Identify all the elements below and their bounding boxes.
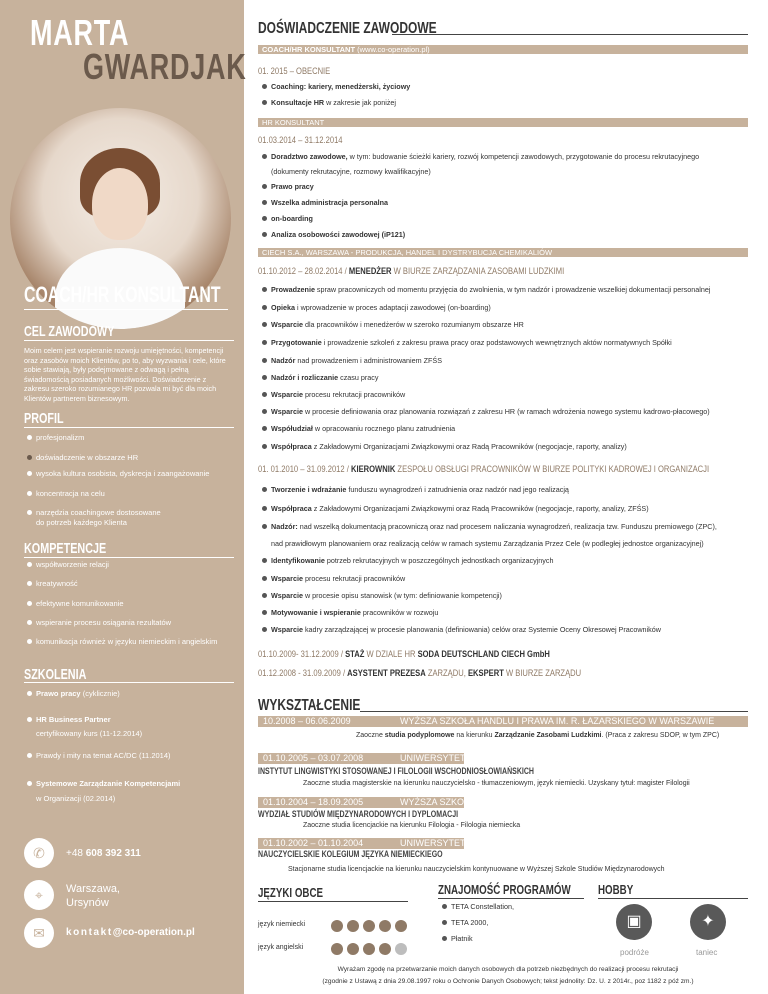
level-dot	[363, 920, 375, 932]
section-bar: HR KONSULTANT	[258, 118, 748, 127]
competence-item: komunikacja również w języku niemieckim i angielskim	[36, 637, 218, 646]
profile-item: wysoka kultura osobista, dyskrecja i zaangażowanie	[36, 469, 210, 478]
consent-clause: Wyrażam zgodę na przetwarzanie moich danych osobowych dla potrzeb niezbędnych do realizacji procesu rekrutacji	[337, 966, 679, 973]
education-desc: Stacjonarne studia licencjackie na kierunku nauczycielskim kontynuowane w Wyższej Szkole Studiów Międzynarodowych	[288, 866, 665, 873]
sidebar	[0, 0, 247, 994]
profile-item: narzędzia coachingowe dostosowane	[36, 508, 161, 517]
experience-item: Wsparcie w procesie definiowania oraz planowania rozwiązań z zakresu HR (w ramach wdrożenia nowego systemu kadrowo-płacowego)	[271, 407, 710, 416]
education-faculty: INSTYTUT LINGWISTYKI STOSOWANEJ I FILOLOGII WSCHODNIOSŁOWIAŃSKICH	[258, 766, 534, 776]
suitcase-icon: ▣	[616, 904, 652, 940]
hobby-label: podróże	[620, 948, 649, 957]
profile-item: do potrzeb każdego Klienta	[36, 518, 127, 527]
software-item: Płatnik	[451, 934, 473, 943]
training-item: Systemowe Zarządzanie Kompetencjami	[36, 779, 181, 788]
language-label: język niemiecki	[258, 921, 306, 928]
divider	[360, 711, 748, 712]
period-heading: 01.10.2009- 31.12.2009 / STAŻ W DZIALE HR SODA DEUTSCHLAND CIECH GmbH	[258, 649, 550, 660]
level-dot	[331, 920, 343, 932]
hobby-label: taniec	[696, 948, 718, 957]
experience-item: Coaching: kariery, menedżerski, życiowy	[271, 82, 411, 91]
software-item: TETA Constellation,	[451, 902, 514, 911]
training-item: Prawdy i mity na temat AC/DC (11.2014)	[36, 751, 171, 760]
experience-item: on-boarding	[271, 214, 313, 223]
experience-heading: DOŚWIADCZENIE ZAWODOWE	[258, 20, 437, 37]
level-dot	[331, 943, 343, 955]
experience-item: Nadzór i rozliczanie czasu pracy	[271, 373, 379, 382]
experience-item: Konsultacje HR w zakresie jak poniżej	[271, 98, 397, 107]
languages-heading: JĘZYKI OBCE	[258, 885, 324, 900]
experience-item: Nadzór nad prowadzeniem i administrowaniem ZFŚS	[271, 356, 442, 365]
consent-clause: (zgodnie z Ustawą z dnia 29.08.1997 roku o Ochronie Danych Osobowych; tekst jednolity: Dz. U. z 2014r., poz 1182 z póź zm.)	[322, 978, 694, 985]
divider	[598, 898, 748, 899]
goal-text: Moim celem jest wspieranie rozwoju umiejętności, kompetencji oraz zasobów moich Klientów, po to, aby wyzwania i cele, które sobie stawiają, były podejmowane z odwagą i pełną świadomością posiadanych możliwości. Doświadczenie z zakresu szeroko rozumianego HR pozwala mi być dla moich Klientów partnerem biznesowym.	[24, 346, 226, 403]
email-address[interactable]: kontakt@co-operation.pl	[66, 927, 195, 938]
experience-item: Tworzenie i wdrażanie funduszu wynagrodzeń i zatrudnienia oraz nadzór nad jego realizacją	[271, 485, 569, 494]
education-bar: 10.2008 – 06.06.2009 WYŻSZA SZKOŁA HANDLU I PRAWA IM. R. ŁAZARSKIEGO W WARSZAWIE	[258, 716, 748, 727]
address: Warszawa, Ursynów	[66, 883, 120, 909]
first-name: MARTA	[30, 12, 130, 53]
training-item: Prawo pracy (cyklicznie)	[36, 689, 120, 698]
period-date: 01.03.2014 – 31.12.2014	[258, 135, 343, 146]
experience-item: Opieka i wprowadzenie w proces adaptacji zawodowej (on-boarding)	[271, 303, 491, 312]
section-bar: COACH/HR KONSULTANT (www.co-operation.pl)	[258, 45, 748, 54]
trainings-heading: SZKOLENIA	[24, 666, 87, 683]
profile-item: koncentracja na celu	[36, 489, 105, 498]
competence-item: współtworzenie relacji	[36, 560, 109, 569]
experience-item: Prawo pracy	[271, 182, 314, 191]
divider	[392, 34, 748, 35]
experience-item: Identyfikowanie potrzeb rekrutacyjnych w poszczególnych jednostkach organizacyjnych	[271, 556, 554, 565]
period-heading: 01. 01.2010 – 31.09.2012 / KIEROWNIK ZESPOŁU OBSŁUGI PRACOWNIKÓW W BIURZE POLITYKI KADROWEJ I ORGANIZACJI	[258, 464, 710, 475]
location-pin-icon: ⌖	[24, 880, 54, 910]
education-heading: WYKSZTAŁCENIE	[258, 697, 361, 714]
level-dot	[395, 920, 407, 932]
level-dot	[379, 920, 391, 932]
education-bar: 01.10.2004 – 18.09.2005 WYŻSZA SZKOŁA STUDIÓW MIĘDZYNARODOWYCH W ŁODZI	[258, 797, 464, 808]
profile-item: doświadczenie w obszarze HR	[36, 453, 139, 462]
software-item: TETA 2000,	[451, 918, 489, 927]
level-dot	[379, 943, 391, 955]
divider	[24, 427, 234, 428]
competence-item: efektywne komunikowanie	[36, 599, 124, 608]
phone-icon: ✆	[24, 838, 54, 868]
phone-number[interactable]: +48 608 392 311	[66, 848, 141, 859]
training-item: certyfikowany kurs (11-12.2014)	[36, 729, 143, 738]
divider	[258, 901, 408, 902]
experience-item: Prowadzenie spraw pracowniczych od momentu przyjęcia do zwolnienia, w tym nadzór i prowadzenie wszelkiej dokumentacji personalnej	[271, 285, 711, 294]
experience-item: (dokumenty rekrutacyjne, rozmowy kwalifikacyjne)	[271, 167, 431, 176]
email-icon: ✉	[24, 918, 54, 948]
education-faculty: WYDZIAŁ STUDIÓW MIĘDZYNARODOWYCH I DYPLOMACJI	[258, 809, 459, 819]
divider	[24, 557, 234, 558]
divider	[24, 309, 228, 310]
experience-item: Współpraca z Zakładowymi Organizacjami Związkowymi oraz Radą Pracowników (negocjacje, raporty, analizy, ZFŚS)	[271, 504, 649, 513]
competence-item: kreatywność	[36, 579, 78, 588]
experience-item: Współpraca z Zakładowymi Organizacjami Związkowymi oraz Radą Pracowników (negocjacje, raporty, analizy)	[271, 442, 627, 451]
education-bar: 01.10.2002 – 01.10.2004 UNIWERSYTET WARSZAWSKI	[258, 838, 464, 849]
experience-item: Nadzór: nad wszelką dokumentacją pracowniczą oraz nad procesem naliczania wynagrodzeń, realizacja tzw. Funduszu premiowego (ZPC),	[271, 522, 717, 531]
profile-item: profesjonalizm	[36, 433, 85, 442]
training-item: HR Business Partner	[36, 715, 111, 724]
section-bar: CIECH S.A., WARSZAWA - PRODUKCJA, HANDEL I DYSTRYBUCJA CHEMIKALIÓW	[258, 248, 748, 257]
experience-item: Wsparcie dla pracowników i menedżerów w szeroko rozumianym obszarze HR	[271, 320, 524, 329]
experience-item: Doradztwo zawodowe, w tym: budowanie ścieżki kariery, rozwój kompetencji zawodowych, przygotowanie do procesu rekrutacyjnego	[271, 152, 700, 161]
competence-item: wspieranie procesu osiągania rezultatów	[36, 618, 172, 627]
education-desc: Zaoczne studia magisterskie na kierunku nauczycielsko - tłumaczeniowym, język niemiecki. Uzyskany tytuł: magister Filologii	[303, 780, 690, 787]
period-heading: 01.10.2012 – 28.02.2014 / MENEDŻER W BIURZE ZARZĄDZANIA ZASOBAMI LUDZKIMI	[258, 266, 565, 277]
experience-item: Wsparcie kadry zarządzającej w procesie planowania (definiowania) celów oraz Systemie Oceny Okresowej Pracowników	[271, 625, 661, 634]
experience-item: Wsparcie procesu rekrutacji pracowników	[271, 390, 406, 399]
software-heading: ZNAJOMOŚĆ PROGRAMÓW	[438, 882, 571, 897]
last-name: GWARDJAK	[83, 46, 247, 87]
experience-item: nad prawidłowym planowaniem oraz realizacją celów w ramach systemu Zarządzania Przez Cele (w podległej jednostce organizacyjnej)	[271, 539, 704, 548]
divider	[438, 898, 584, 899]
goal-heading: CEL ZAWODOWY	[24, 323, 115, 340]
education-faculty: NAUCZYCIELSKIE KOLEGIUM JĘZYKA NIEMIECKIEGO	[258, 849, 443, 859]
experience-item: Wsparcie w procesie opisu stanowisk (w tym: definiowanie kompetencji)	[271, 591, 502, 600]
experience-item: Przygotowanie i prowadzenie szkoleń z zakresu prawa pracy oraz podstawowych wewnętrznych aktów normatywnych Spółki	[271, 338, 672, 347]
education-desc: Zaoczne studia licencjackie na kierunku Filologia - Filologia niemiecka	[303, 822, 521, 829]
divider	[24, 682, 234, 683]
training-item: w Organizacji (02.2014)	[36, 794, 116, 803]
experience-item: Analiza osobowości zawodowej (iP121)	[271, 230, 406, 239]
period-date: 01. 2015 – OBECNIE	[258, 66, 331, 77]
experience-item: Wsparcie procesu rekrutacji pracowników	[271, 574, 406, 583]
role-title: COACH/HR KONSULTANT	[24, 282, 221, 307]
level-dot	[395, 943, 407, 955]
education-desc: Zaoczne studia podyplomowe na kierunku Zarządzanie Zasobami Ludzkimi. (Praca z zakresu SDOP, w tym ZPC)	[356, 732, 720, 739]
competences-heading: KOMPETENCJE	[24, 540, 107, 557]
divider	[24, 340, 234, 341]
level-dot	[347, 920, 359, 932]
period-heading: 01.12.2008 - 31.09.2009 / ASYSTENT PREZESA ZARZĄDU, EKSPERT W BIURZE ZARZĄDU	[258, 668, 582, 679]
level-dot	[347, 943, 359, 955]
dancer-icon: ✦	[690, 904, 726, 940]
experience-item: Współudział w opracowaniu rocznego planu zatrudnienia	[271, 424, 456, 433]
language-label: język angielski	[258, 944, 304, 951]
hobby-heading: HOBBY	[598, 882, 634, 897]
experience-item: Wszelka administracja personalna	[271, 198, 389, 207]
experience-item: Motywowanie i wspieranie pracowników w rozwoju	[271, 608, 439, 617]
level-dot	[363, 943, 375, 955]
education-bar: 01.10.2005 – 03.07.2008 UNIWERSYTET WARSZAWSKI	[258, 753, 464, 764]
profile-heading: PROFIL	[24, 410, 64, 427]
